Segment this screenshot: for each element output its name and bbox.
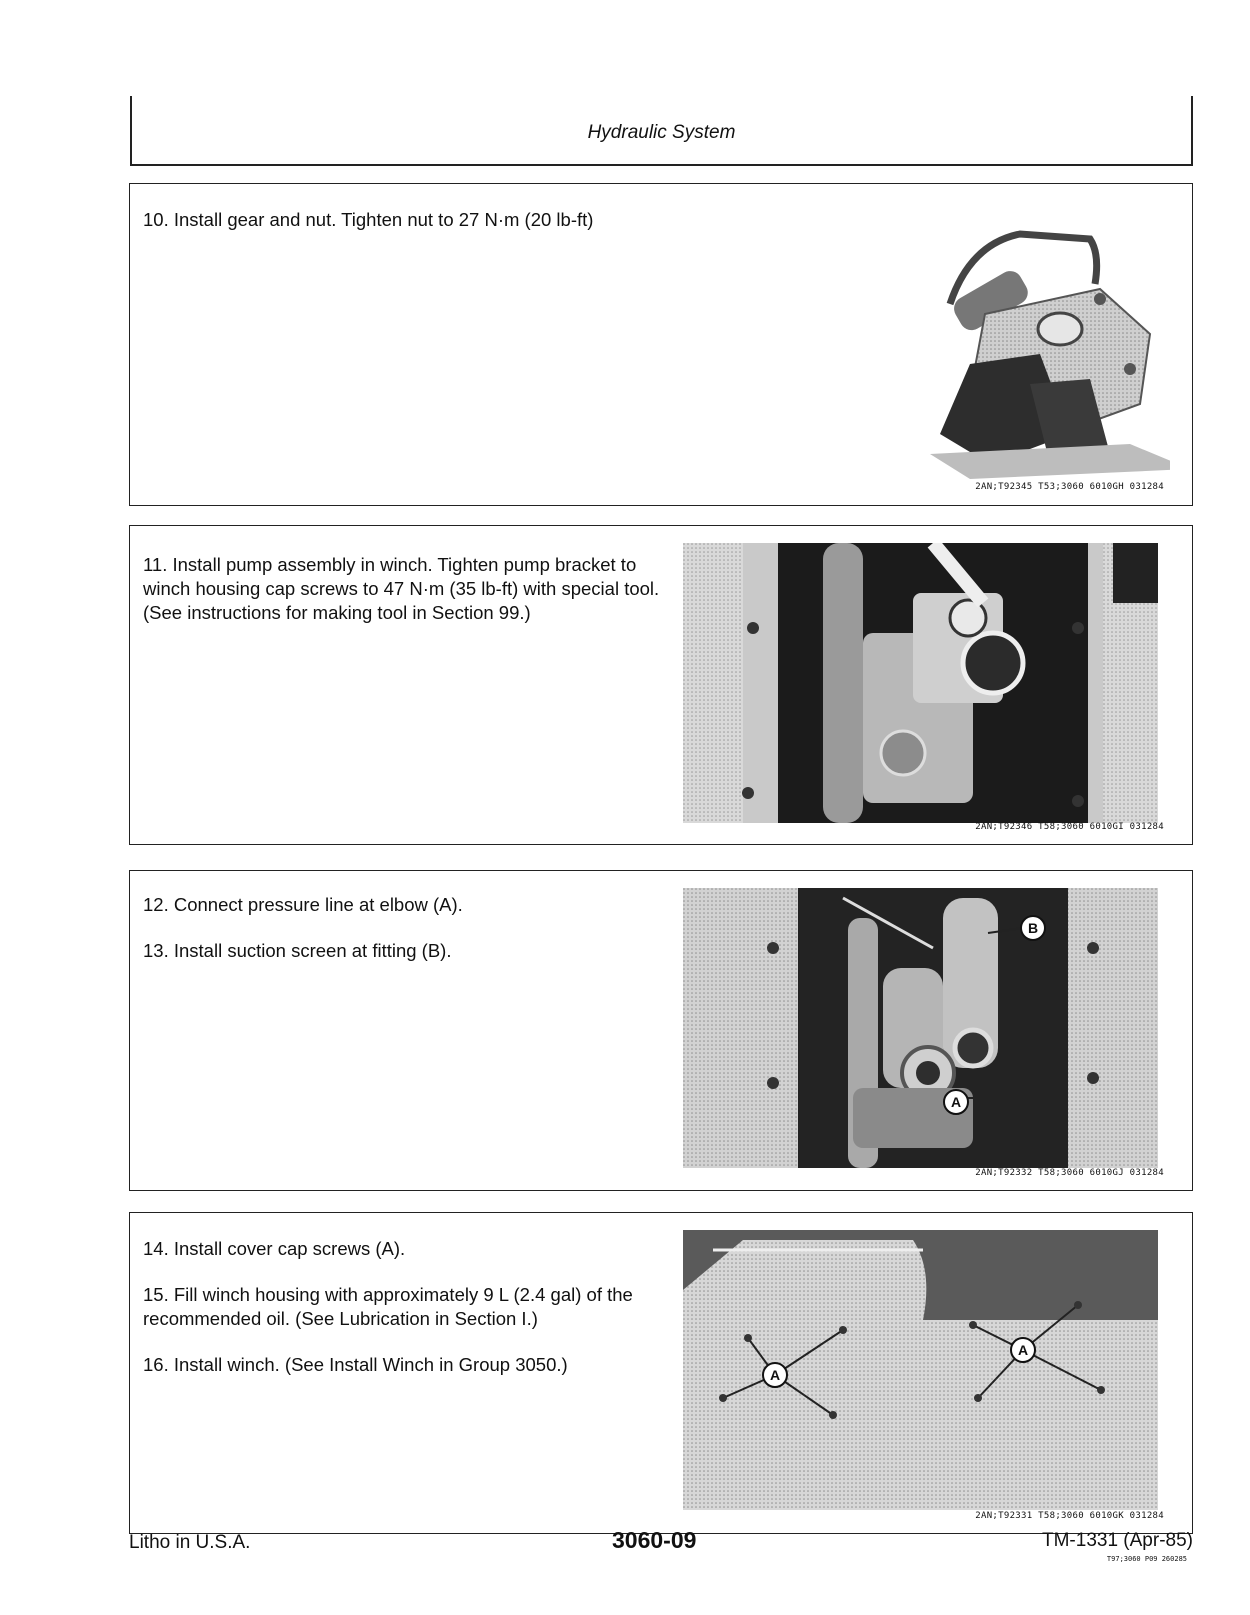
step-text: [143, 1237, 673, 1399]
step-15-text: 15. Fill winch housing with approximately 9 L (2.4 gal) of the recommended oil. (See Lubrication in Section I.): [143, 1284, 633, 1329]
pump-in-winch-photo: [683, 543, 1158, 823]
section-title: Hydraulic System: [587, 122, 736, 143]
manual-id: TM-1331 (Apr-85): [1042, 1530, 1193, 1551]
callout-a-right: [1011, 1338, 1035, 1362]
step-panel-10: [129, 183, 1193, 506]
step-text: [143, 208, 673, 254]
step-text: [143, 893, 673, 985]
cover-cap-screws-photo: [683, 1230, 1158, 1510]
callout-a: [944, 1090, 968, 1114]
step-text: [143, 553, 673, 647]
step-panel-14-16: [129, 1212, 1193, 1534]
figure-caption: 2AN;T92345 T53;3060 6010GH 031284: [975, 482, 1164, 492]
step-13-text: 13. Install suction screen at fitting (B).: [143, 940, 452, 961]
page-header: [130, 96, 1193, 166]
step-12-text: 12. Connect pressure line at elbow (A).: [143, 894, 463, 915]
figure-caption: 2AN;T92332 T58;3060 6010GJ 031284: [975, 1168, 1164, 1178]
callout-b: [1021, 916, 1045, 940]
step-11-text: 11. Install pump assembly in winch. Tighten pump bracket to winch housing cap screws to 47 N·m (35 lb-ft) with special tool. (See instructions for making tool in Section 99.): [143, 554, 660, 623]
svg-text:B: B: [1027, 920, 1039, 936]
callout-a-left: [763, 1363, 787, 1387]
figure-caption: 2AN;T92331 T58;3060 6010GK 031284: [975, 1511, 1164, 1521]
step-panel-12-13: [129, 870, 1193, 1191]
svg-text:A: A: [769, 1367, 781, 1383]
step-14-text: 14. Install cover cap screws (A).: [143, 1238, 406, 1259]
svg-text:A: A: [950, 1094, 962, 1110]
page-number: 3060-09: [612, 1527, 697, 1553]
footer-code: T97;3060 P09 260285: [1106, 1555, 1187, 1563]
svg-text:A: A: [1017, 1342, 1029, 1358]
step-10-text: 10. Install gear and nut. Tighten nut to 27 N·m (20 lb-ft): [143, 209, 594, 230]
step-16-text: 16. Install winch. (See Install Winch in Group 3050.): [143, 1354, 568, 1375]
figure-caption: 2AN;T92346 T58;3060 6010GI 031284: [975, 822, 1164, 832]
footer-litho: Litho in U.S.A.: [129, 1532, 251, 1553]
step-panel-11: [129, 525, 1193, 845]
pump-gear-photo: [770, 204, 1170, 484]
pressure-line-photo: [683, 888, 1158, 1168]
